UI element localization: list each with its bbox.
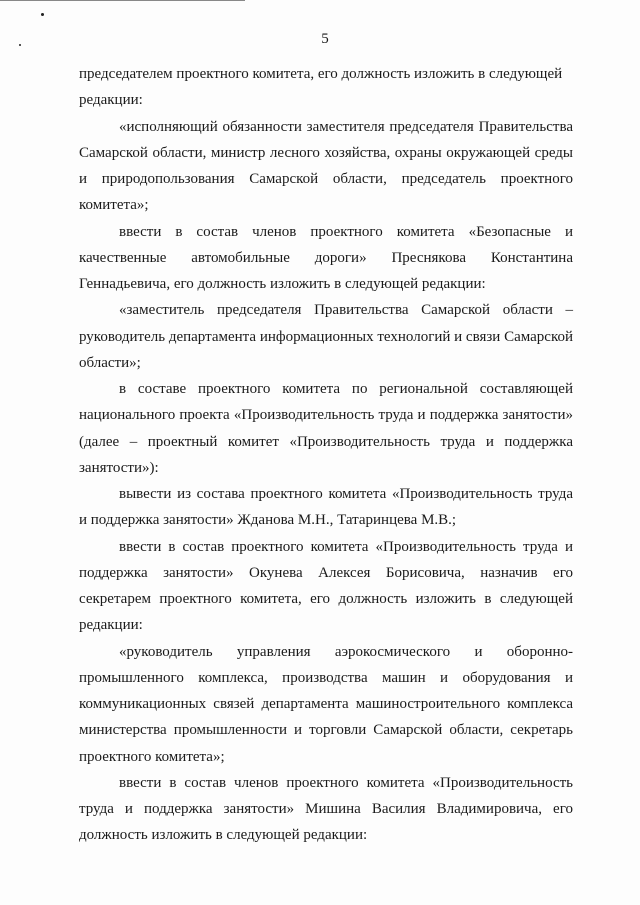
text-line: Самарской области»; xyxy=(79,328,573,371)
text-line: председатель проектного комитета»; xyxy=(79,171,573,214)
text-line: редакции: xyxy=(79,92,143,109)
page-number: 5 xyxy=(321,31,329,47)
text-line: поддержка занятости» Окунева Алексея Борисовича, назначив его xyxy=(79,564,573,581)
document-body xyxy=(79,61,573,849)
text-line: секретарем проектного комитета, его должность изложить в следующей xyxy=(79,591,573,607)
text-line: национального проекта «Производительность труда и поддержка xyxy=(79,407,503,424)
text-line: «руководитель управления аэрокосмического и оборонно- xyxy=(119,643,573,660)
text-line: в составе проектного комитета по региональной составляющей xyxy=(119,381,573,397)
text-line: Геннадьевича, его должность изложить в следующей редакции: xyxy=(79,276,486,292)
text-line: Правительства Самарской области, министр лесного хозяйства, охраны xyxy=(79,118,573,161)
text-line: должность изложить в следующей редакции: xyxy=(79,827,368,844)
paragraph xyxy=(79,114,573,219)
text-line: министерства промышленности и торговли Самарской области, секретарь xyxy=(79,722,573,739)
text-line: ввести в состав проектного комитета «Производительность труда и xyxy=(119,538,573,555)
paragraph xyxy=(79,297,573,376)
scan-edge-line xyxy=(0,0,245,1)
paragraph xyxy=(79,376,573,481)
text-line: коммуникационных связей департамента машиностроительного комплекса xyxy=(79,696,573,712)
text-line: вывести из состава проектного комитета «Производительность труда xyxy=(119,486,573,502)
paragraph xyxy=(79,481,573,534)
text-line: «исполняющий обязанности заместителя председателя xyxy=(119,118,479,135)
paragraph xyxy=(79,639,573,770)
text-line: качественные автомобильные дороги» Преснякова Константина xyxy=(79,249,573,266)
text-line: проектного комитета»; xyxy=(79,748,225,765)
text-line: ввести в состав членов проектного комитета «Производительность xyxy=(119,774,573,791)
text-line: председателем проектного комитета, его должность изложить в следующей xyxy=(79,66,563,82)
text-line: труда и поддержка занятости» Мишина Василия Владимировича, его xyxy=(79,801,573,817)
text-line: и поддержка занятости» Жданова М.Н., Татаринцева М.В.; xyxy=(79,512,457,529)
paragraph xyxy=(79,534,573,639)
text-line: ввести в состав членов проектного комитета «Безопасные и xyxy=(119,223,573,240)
paragraph xyxy=(79,61,573,114)
text-line: промышленного комплекса, производства машин и оборудования и xyxy=(79,669,573,686)
scan-speck xyxy=(41,13,44,16)
text-line: занятости» (далее – проектный комитет «Производительность труда и xyxy=(79,407,573,450)
text-line: окружающей среды и природопользования Самарской области, xyxy=(79,144,573,187)
text-line: редакции: xyxy=(79,617,143,634)
text-line: руководитель департамента информационных технологий и связи xyxy=(79,328,505,345)
text-line: «заместитель председателя Правительства Самарской области – xyxy=(119,302,573,319)
paragraph xyxy=(79,219,573,298)
paragraph xyxy=(79,770,573,849)
text-line: поддержка занятости»): xyxy=(79,433,573,476)
